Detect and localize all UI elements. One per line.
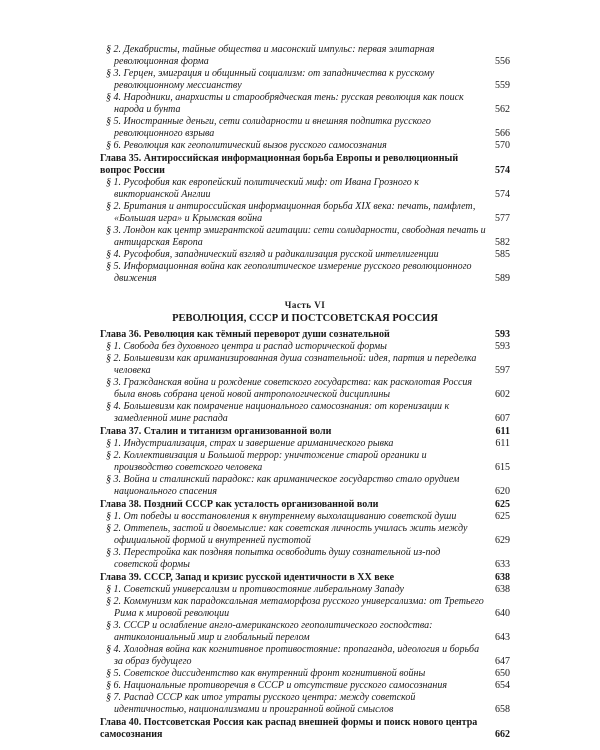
toc-section-entry[interactable]: [100, 353, 510, 377]
section-title: § 1. Индустриализация, страх и завершение ариманического рывка: [106, 438, 394, 449]
page-number: 615: [495, 462, 510, 473]
section-title: § 4. Большевизм как помрачение национального самосознания: от коренизации к замедленной мине распада: [106, 401, 450, 424]
section-title: § 3. Герцен, эмиграция и общинный социализм: от западничества к русскому революционному мессианству: [106, 68, 435, 91]
toc-chapter-entry[interactable]: [100, 499, 510, 511]
chapter-title: Глава 38. Поздний СССР как усталость организованной воли: [100, 499, 379, 510]
section-title: § 1. Русофобия как европейский политический миф: от Ивана Грозного к викторианской Англии: [106, 177, 419, 200]
part-title: РЕВОЛЮЦИЯ, СССР И ПОСТСОВЕТСКАЯ РОССИЯ: [172, 313, 438, 324]
page-number: 577: [495, 213, 510, 224]
part-label: Часть VI: [284, 300, 326, 310]
section-title: § 6. Национальные противоречия в СССР и отсутствие русского самосознания: [106, 680, 448, 691]
toc-section-entry[interactable]: [100, 116, 510, 140]
chapter-title: Глава 39. СССР, Запад и кризис русской идентичности в XX веке: [100, 572, 395, 583]
part-heading: [100, 299, 510, 325]
section-title: § 1. От победы и восстановления к внутреннему выхолащиванию советской души: [106, 511, 457, 522]
section-title: § 4. Народники, анархисты и старообрядческая тень: русская революция как поиск народа и бунта: [106, 92, 464, 115]
toc-section-entry[interactable]: [100, 644, 510, 668]
toc-section-entry[interactable]: [100, 249, 510, 261]
chapter-title: Глава 35. Антироссийская информационная борьба Европы и революционный вопрос России: [100, 153, 459, 176]
toc-section-entry[interactable]: [100, 401, 510, 425]
toc-section-entry[interactable]: [100, 680, 510, 692]
toc-chapter-entry[interactable]: [100, 329, 510, 341]
toc-chapter-entry[interactable]: [100, 153, 510, 177]
section-title: § 2. Оттепель, застой и двоемыслие: как советская личность училась жить между официальной формой и внутренней пустотой: [106, 523, 468, 546]
toc-section-entry[interactable]: [100, 511, 510, 523]
toc-section-entry[interactable]: [100, 201, 510, 225]
page-number: 585: [495, 249, 510, 260]
page-number: 611: [495, 438, 510, 449]
section-title: § 3. Война и сталинский парадокс: как ариманическое государство стало орудием национального спасения: [106, 474, 460, 497]
section-title: § 3. СССР и ослабление англо-американского геополитического господства: антиколониальный мир и глобальный перелом: [106, 620, 433, 643]
toc-section-entry[interactable]: [100, 523, 510, 547]
page-number: 625: [495, 511, 510, 522]
page-number: 582: [495, 237, 510, 248]
toc-section-entry[interactable]: [100, 225, 510, 249]
toc-section-entry[interactable]: [100, 438, 510, 450]
section-title: § 2. Коммунизм как парадоксальная метаморфоза русского универсализма: от Третьего Рима к мировой революции: [106, 596, 484, 619]
toc-section-entry[interactable]: [100, 261, 510, 285]
toc-section-entry[interactable]: [100, 44, 510, 68]
toc-section-entry[interactable]: [100, 668, 510, 680]
section-title: § 2. Большевизм как ариманизированная душа сознательной: идея, партия и переделка человека: [106, 353, 477, 376]
section-title: § 7. Распад СССР как итог утраты русского центра: между советской идентичностью, национализмами и проигранной войной смыслов: [106, 692, 416, 715]
page-number: 574: [495, 165, 510, 176]
page-number: 556: [495, 56, 510, 67]
section-title: § 3. Лондон как центр эмигрантской агитации: сети солидарности, свободная печать и антицарская Европа: [106, 225, 486, 248]
page-number: 607: [495, 413, 510, 424]
toc-section-entry[interactable]: [100, 377, 510, 401]
chapter-title: Глава 37. Сталин и титанизм организованной воли: [100, 426, 332, 437]
page-number: 611: [495, 426, 510, 437]
page-number: 593: [495, 341, 510, 352]
page-number: 620: [495, 486, 510, 497]
page-number: 589: [495, 273, 510, 284]
page-number: 633: [495, 559, 510, 570]
toc-section-entry[interactable]: [100, 140, 510, 152]
table-of-contents: [100, 44, 510, 741]
page-number: 562: [495, 104, 510, 115]
page-number: 638: [495, 572, 510, 583]
toc-section-entry[interactable]: [100, 177, 510, 201]
page-number: 647: [495, 656, 510, 667]
page-number: 643: [495, 632, 510, 643]
section-title: § 3. Гражданская война и рождение советского государства: как расколотая Россия была вновь собрана ценой новой антропологической дисциплины: [106, 377, 473, 400]
page-number: 658: [495, 704, 510, 715]
section-title: § 1. Советский универсализм и противостояние либеральному Западу: [106, 584, 404, 595]
page-number: 662: [495, 729, 510, 740]
section-title: § 4. Холодная война как когнитивное противостояние: пропаганда, идеология и борьба за образ будущего: [106, 644, 480, 667]
page-number: 640: [495, 608, 510, 619]
section-title: § 2. Британия и антироссийская информационная борьба XIX века: печать, памфлет, «Большая игра» и Крымская война: [106, 201, 476, 224]
page-number: 654: [495, 680, 510, 691]
page-number: 574: [495, 189, 510, 200]
section-title: § 1. Свобода без духовного центра и распад исторической формы: [106, 341, 387, 352]
toc-section-entry[interactable]: [100, 341, 510, 353]
page-number: 570: [495, 140, 510, 151]
toc-section-entry[interactable]: [100, 692, 510, 716]
page-number: 650: [495, 668, 510, 679]
page-number: 566: [495, 128, 510, 139]
toc-chapter-entry[interactable]: [100, 426, 510, 438]
page-number: 597: [495, 365, 510, 376]
toc-section-entry[interactable]: [100, 620, 510, 644]
section-title: § 5. Иностранные деньги, сети солидарности и внешняя подпитка русского революционного взрыва: [106, 116, 431, 139]
chapter-title: Глава 40. Постсоветская Россия как распад внешней формы и поиск нового центра самосознания: [100, 717, 478, 740]
page-number: 625: [495, 499, 510, 510]
toc-section-entry[interactable]: [100, 68, 510, 92]
section-title: § 2. Коллективизация и Большой террор: уничтожение старой органики и производство советского человека: [106, 450, 427, 473]
toc-chapter-entry[interactable]: [100, 572, 510, 584]
section-title: § 4. Русофобия, западнический взгляд и радикализация русской интеллигенции: [106, 249, 439, 260]
chapter-title: Глава 36. Революция как тёмный переворот души сознательной: [100, 329, 390, 340]
toc-section-entry[interactable]: [100, 584, 510, 596]
page-number: 629: [495, 535, 510, 546]
section-title: § 3. Перестройка как поздняя попытка освободить душу сознательной из-под советской формы: [106, 547, 441, 570]
page-number: 593: [495, 329, 510, 340]
toc-section-entry[interactable]: [100, 92, 510, 116]
page-number: 602: [495, 389, 510, 400]
toc-section-entry[interactable]: [100, 547, 510, 571]
toc-section-entry[interactable]: [100, 474, 510, 498]
section-title: § 2. Декабристы, тайные общества и масонский импульс: первая элитарная революционная форма: [106, 44, 435, 67]
section-title: § 5. Советское диссидентство как внутренний фронт когнитивной войны: [106, 668, 426, 679]
toc-section-entry[interactable]: [100, 450, 510, 474]
toc-chapter-entry[interactable]: [100, 717, 510, 741]
page-number: 638: [495, 584, 510, 595]
section-title: § 6. Революция как геополитический вызов русского самосознания: [106, 140, 387, 151]
page-number: 559: [495, 80, 510, 91]
toc-section-entry[interactable]: [100, 596, 510, 620]
section-title: § 5. Информационная война как геополитическое измерение русского революционного движения: [106, 261, 472, 284]
